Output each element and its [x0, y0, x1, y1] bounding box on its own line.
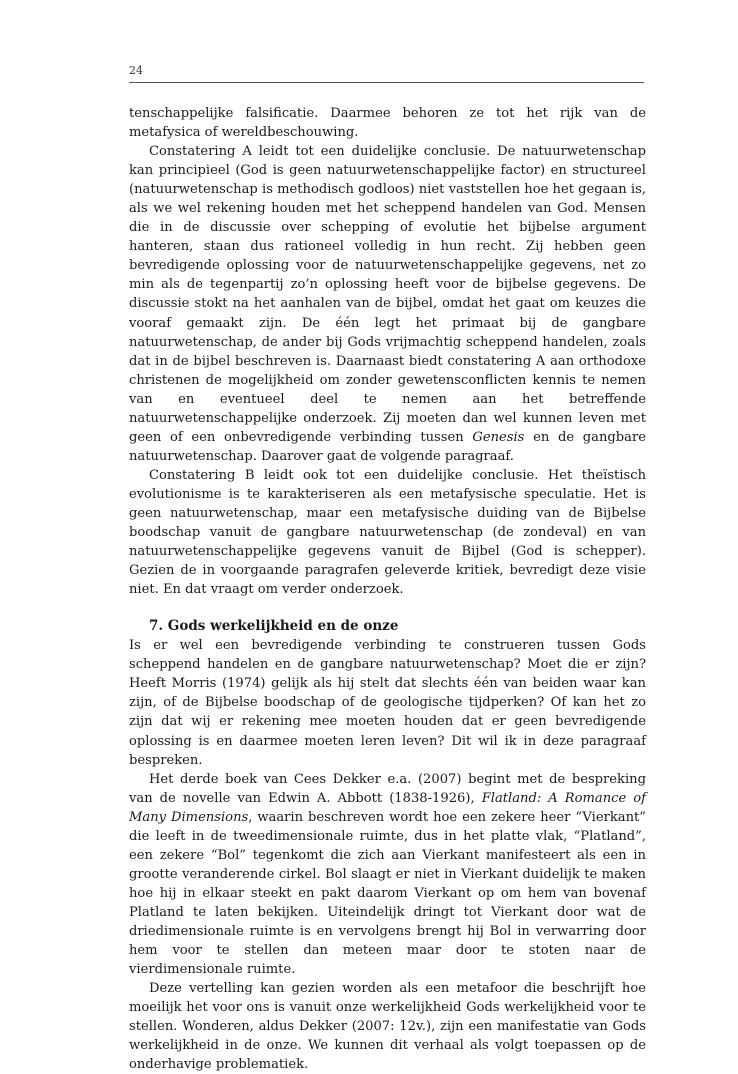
paragraph-2-text: Constatering A leidt tot een duidelijke conclusie. De natuurwetenschap kan principieel (God is geen natuurwetenschappelijke factor) en structureel (natuurwetenschap is methodisch godloos) niet vaststellen hoe het gegaan is, als we wel rekening houden met het scheppend handelen van God. Mensen die in de discussie over schepping of evolutie het bijbelse argument hanteren, staan dus rationeel volledig in hun recht. Zij hebben geen bevredigende oplossing voor de natuurwetenschappelijke gegevens, net zo min als de tegenpartij zo’n oplossing heeft voor de bijbelse gegevens. De discussie stokt na het aanhalen van de bijbel, omdat het gaat om keuzes die vooraf gemaakt zijn. De één legt het primaat bij de gangbare natuurwetenschap, de ander bij Gods vrijmachtig scheppend handelen, zoals dat in de bijbel beschreven is. Daarnaast biedt constatering A aan orthodoxe christenen de mogelijkheid om zonder gewetensconflicten kennis te nemen van en eventueel deel te nemen aan het betreffende natuurwetenschappelijke onderzoek. Zij moeten dan wel kunnen leven met geen of een onbevredigende verbinding tussen	[129, 144, 646, 445]
body-text	[129, 104, 646, 1074]
paragraph-2-tail: en de gangbare natuurwetenschap. Daarover gaat de volgende paragraaf.	[129, 429, 646, 464]
paragraph-5-tail: , waarin beschreven wordt hoe een zekere heer “Vierkant” die leeft in de tweedimensionale ruimte, dus in het platte vlak, “Platland”, een zekere “Bol” tegenkomt die zich aan Vierkant manifesteert als een in grootte veranderende cirkel. Bol slaagt er niet in Vierkant duidelijk te maken hoe hij in elkaar steekt en pakt daarom Vierkant op om hem van bovenaf Platland te laten bekijken. Uiteindelijk dringt tot Vierkant door wat de driedimensionale ruimte is en vervolgens brengt hij Bol in verwarring door hem voor te stellen dan meteen maar door te stoten naar de vierdimensionale ruimte.	[129, 809, 646, 978]
section-heading: 7. Gods werkelijkheid en de onze	[149, 618, 399, 635]
paragraph-5	[129, 770, 646, 980]
paragraph-5-head: Het derde boek van Cees Dekker e.a. (2007) begint met de bespreking van de novelle van Edwin A. Abbott (1838-1926),	[129, 771, 646, 806]
header-rule	[129, 82, 644, 83]
page-number: 24	[129, 64, 143, 77]
paragraph-6: Deze vertelling kan gezien worden als een metafoor die beschrijft hoe moeilijk het voor ons is vanuit onze werkelijkheid Gods werkelijkheid voor te stellen. Wonderen, aldus Dekker (2007: 12v.), zijn een manifestatie van Gods werkelijkheid in de onze. We kunnen dit verhaal als volgt toepassen op de onderhavige problematiek.	[129, 981, 646, 1073]
paragraph-2-italic: Genesis	[472, 429, 525, 445]
paragraph-4: Is er wel een bevredigende verbinding te construeren tussen Gods scheppend handelen en de gangbare natuurwetenschap? Moet die er zijn? Heeft Morris (1974) gelijk als hij stelt dat slechts één van beiden waar kan zijn, of de Bijbelse boodschap of de geologische tijdperken? Of kan het zo zijn dat wij er rekening mee moeten houden dat er geen bevredigende oplossing is en daarmee moeten leren leven? Dit wil ik in deze paragraaf bespreken.	[129, 638, 646, 768]
paragraph-5-italic: Flatland: A Romance of Many Dimensions	[129, 790, 646, 825]
paragraph-2	[129, 142, 646, 466]
paragraph-1: tenschappelijke falsificatie. Daarmee behoren ze tot het rijk van de metafysica of wereldbeschouwing.	[129, 106, 646, 141]
paragraph-3: Constatering B leidt ook tot een duidelijke conclusie. Het theïstisch evolutionisme is te karakteriseren als een metafysische speculatie. Het is geen natuurwetenschap, maar een metafysische duiding van de Bijbelse boodschap vanuit de gangbare natuurwetenschap (de zondeval) en van natuurwetenschappelijke gegevens vanuit de Bijbel (God is schepper). Gezien de in voorgaande paragrafen geleverde kritiek, bevredigt deze visie niet. En dat vraagt om verder onderzoek.	[129, 467, 646, 598]
